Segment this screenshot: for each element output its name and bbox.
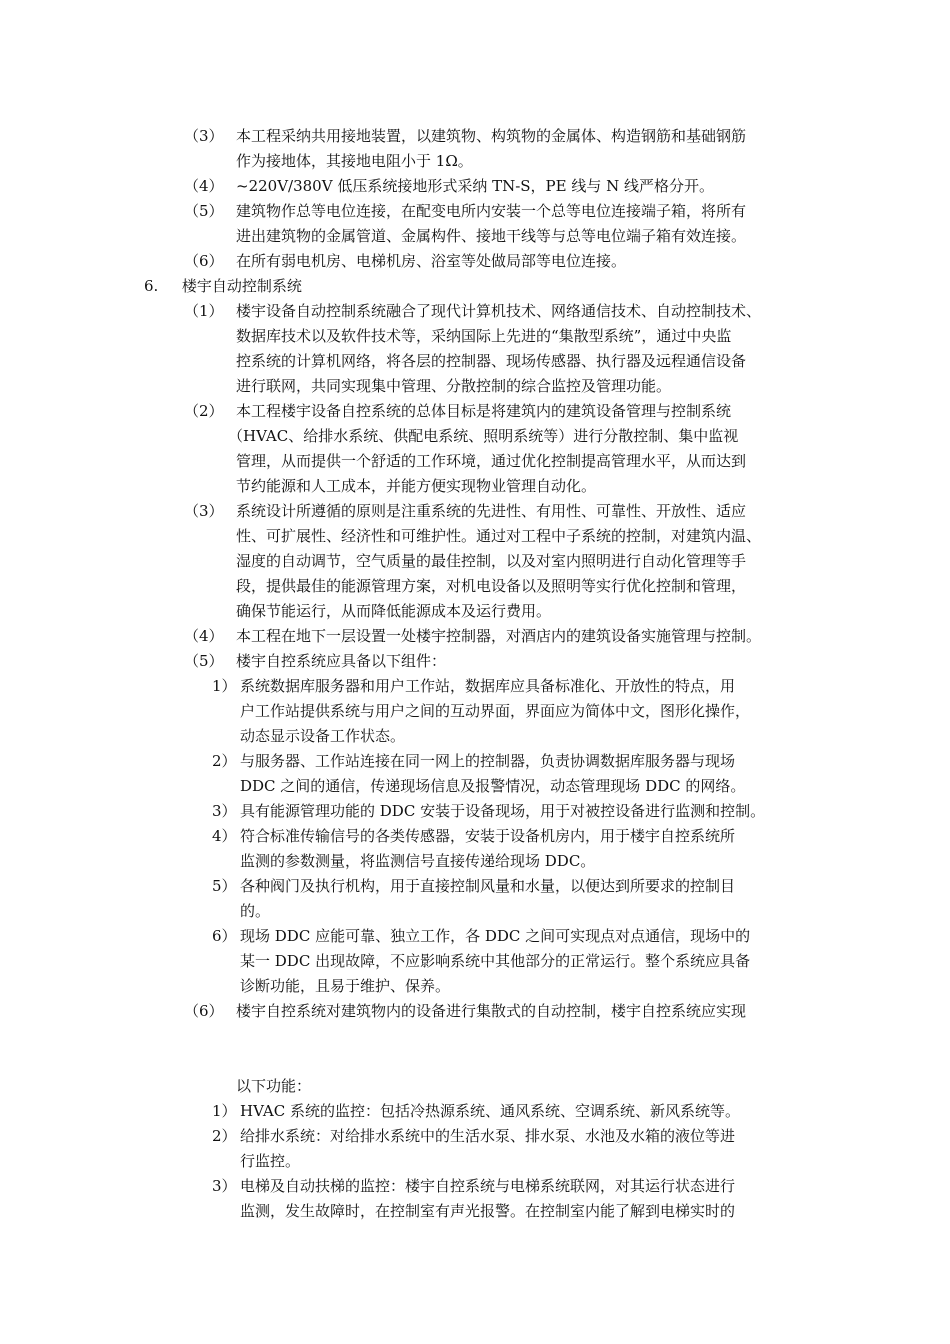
sub-item-number: 5） [212, 877, 237, 895]
sub-item-number: 6） [212, 927, 237, 945]
sub-item-number: 3） [212, 1177, 237, 1195]
item-text-line: 给排水系统：对给排水系统中的生活水泵、排水泵、水池及水箱的液位等进 [240, 1127, 736, 1145]
item-text-line: ~220V/380V 低压系统接地形式采纳 TN-S，PE 线与 N 线严格分开。 [236, 177, 715, 195]
item-text-line: 系统数据库服务器和用户工作站，数据库应具备标准化、开放性的特点，用 [240, 677, 736, 695]
item-number: （4） [184, 177, 224, 195]
item-number: （5） [184, 202, 224, 220]
sub-item-number: 1） [212, 677, 237, 695]
item-text-line: 行监控。 [240, 1152, 301, 1170]
item-text-line: 性、可扩展性、经济性和可维护性。通过对工程中子系统的控制，对建筑内温、 [236, 527, 762, 545]
item-number: （3） [184, 502, 224, 520]
item-text-line: 进行联网，共同实现集中管理、分散控制的综合监控及管理功能。 [236, 377, 672, 395]
item-text-line: 湿度的自动调节，空气质量的最佳控制，以及对室内照明进行自动化管理等手 [236, 552, 747, 570]
item-text-line: 控系统的计算机网络，将各层的控制器、现场传感器、执行器及远程通信设备 [236, 352, 747, 370]
item-text-line: 作为接地体，其接地电阻小于 1Ω。 [236, 152, 473, 170]
item-text-line: 段，提供最佳的能源管理方案，对机电设备以及照明等实行优化控制和管理， [236, 577, 747, 595]
item-text-line: 符合标准传输信号的各类传感器，安装于设备机房内，用于楼宇自控系统所 [240, 827, 736, 845]
sub-item-number: 2） [212, 752, 237, 770]
item-text-line: 现场 DDC 应能可靠、独立工作，各 DDC 之间可实现点对点通信，现场中的 [240, 927, 751, 945]
item-text-line: 本工程在地下一层设置一处楼宇控制器，对酒店内的建筑设备实施管理与控制。 [236, 627, 762, 645]
item-number: （4） [184, 627, 224, 645]
item-text-line: 进出建筑物的金属管道、金属构件、接地干线等与总等电位端子箱有效连接。 [236, 227, 747, 245]
item-text-line: （HVAC、给排水系统、供配电系统、照明系统等）进行分散控制、集中监视 [228, 427, 739, 445]
continuation-text: 以下功能： [236, 1077, 312, 1095]
item-text-line: 楼宇自控系统应具备以下组件： [236, 652, 447, 670]
item-text-line: HVAC 系统的监控：包括冷热源系统、通风系统、空调系统、新风系统等。 [240, 1102, 740, 1120]
item-text-line: 监测的参数测量，将监测信号直接传递给现场 DDC。 [240, 852, 596, 870]
item-text-line: 监测，发生故障时，在控制室有声光报警。在控制室内能了解到电梯实时的 [240, 1202, 736, 1220]
item-text-line: 户工作站提供系统与用户之间的互动界面，界面应为简体中文，图形化操作， [240, 702, 751, 720]
item-text-line: 楼宇设备自动控制系统融合了现代计算机技术、网络通信技术、自动控制技术、 [236, 302, 762, 320]
item-text-line: 与服务器、工作站连接在同一网上的控制器，负责协调数据库服务器与现场 [240, 752, 736, 770]
sub-item-number: 1） [212, 1102, 237, 1120]
item-text-line: 本工程采纳共用接地装置，以建筑物、构筑物的金属体、构造钢筋和基础钢筋 [236, 127, 747, 145]
item-text-line: 系统设计所遵循的原则是注重系统的先进性、有用性、可靠性、开放性、适应 [236, 502, 747, 520]
item-text-line: 本工程楼宇设备自控系统的总体目标是将建筑内的建筑设备管理与控制系统 [236, 402, 732, 420]
item-number: （6） [184, 252, 224, 270]
item-text-line: 具有能源管理功能的 DDC 安装于设备现场，用于对被控设备进行监测和控制。 [240, 802, 766, 820]
item-text-line: 诊断功能，且易于维护、保养。 [240, 977, 451, 995]
item-number: （3） [184, 127, 224, 145]
item-number: （1） [184, 302, 224, 320]
item-text-line: DDC 之间的通信，传递现场信息及报警情况，动态管理现场 DDC 的网络。 [240, 777, 746, 795]
sub-item-number: 3） [212, 802, 237, 820]
item-text-line: 确保节能运行，从而降低能源成本及运行费用。 [236, 602, 552, 620]
section-number: 6. [144, 277, 159, 295]
item-text-line: 电梯及自动扶梯的监控：楼宇自控系统与电梯系统联网，对其运行状态进行 [240, 1177, 736, 1195]
item-text-line: 动态显示设备工作状态。 [240, 727, 406, 745]
item-text-line: 楼宇自控系统对建筑物内的设备进行集散式的自动控制，楼宇自控系统应实现 [236, 1002, 747, 1020]
section-heading [144, 274, 302, 299]
item-text-line: 建筑物作总等电位连接，在配变电所内安装一个总等电位连接端子箱，将所有 [236, 202, 747, 220]
sub-item-number: 2） [212, 1127, 237, 1145]
sub-item-number: 4） [212, 827, 237, 845]
item-number: （2） [184, 402, 224, 420]
item-text-line: 数据库技术以及软件技术等，采纳国际上先进的“集散型系统”，通过中央监 [236, 327, 732, 345]
item-text-line: 节约能源和人工成本，并能方便实现物业管理自动化。 [236, 477, 597, 495]
item-text-line: 在所有弱电机房、电梯机房、浴室等处做局部等电位连接。 [236, 252, 627, 270]
section-title: 楼宇自动控制系统 [181, 277, 302, 295]
item-text-line: 某一 DDC 出现故障，不应影响系统中其他部分的正常运行。整个系统应具备 [240, 952, 751, 970]
item-number: （6） [184, 1002, 224, 1020]
item-number: （5） [184, 652, 224, 670]
item-text-line: 的。 [240, 902, 271, 920]
item-text-line: 各种阀门及执行机构，用于直接控制风量和水量，以便达到所要求的控制目 [240, 877, 736, 895]
item-text-line: 管理，从而提供一个舒适的工作环境，通过优化控制提高管理水平，从而达到 [236, 452, 747, 470]
